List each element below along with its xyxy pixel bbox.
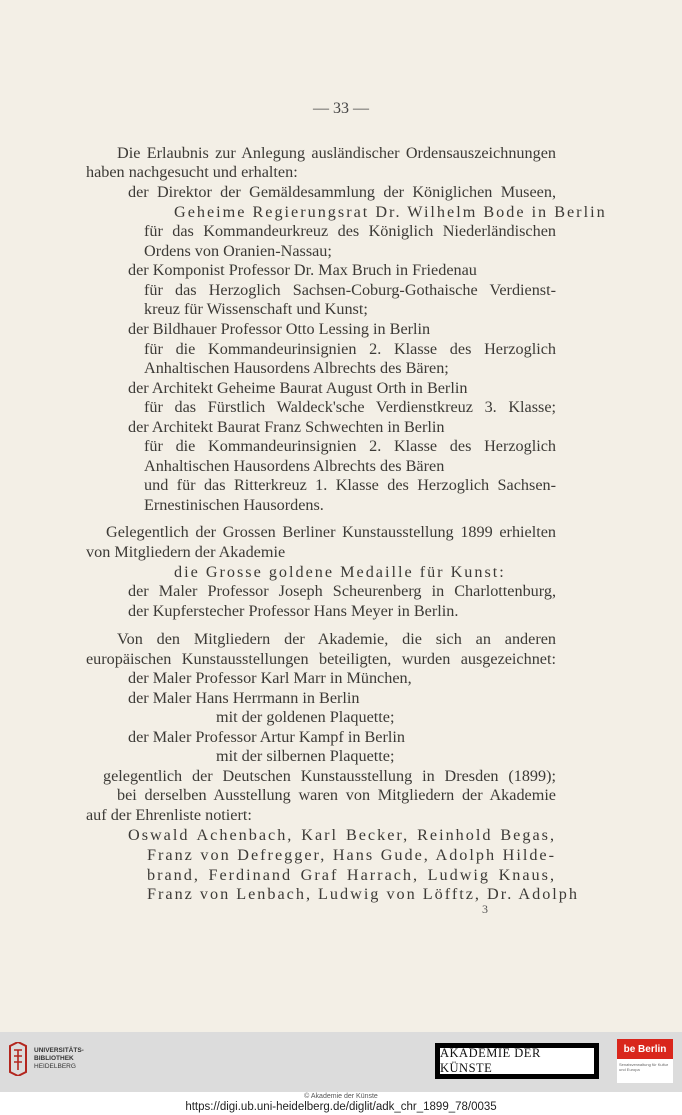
text-line: der Maler Professor Karl Marr in München, — [128, 669, 412, 687]
text-line: auf der Ehrenliste notiert: — [86, 806, 252, 824]
akademie-label: AKADEMIE DER KÜNSTE — [439, 1047, 595, 1075]
text-line: für die Kommandeurinsignien 2. Klasse des Herzoglich — [144, 340, 556, 358]
text-line: der Kupferstecher Professor Hans Meyer in Berlin. — [128, 602, 459, 620]
page-number: — 33 — — [313, 100, 369, 117]
text-line: die Grosse goldene Medaille für Kunst: — [174, 563, 506, 581]
text-line: der Maler Professor Artur Kampf in Berlin — [128, 728, 405, 746]
copyright-text: © Akademie der Künste — [304, 1093, 378, 1100]
text-line: Ordens von Oranien-Nassau; — [144, 242, 332, 260]
text-line: Gelegentlich der Grossen Berliner Kunstausstellung 1899 erhielten — [106, 523, 556, 541]
text-line: brand, Ferdinand Graf Harrach, Ludwig Knaus, — [147, 866, 556, 884]
text-line: mit der goldenen Plaquette; — [216, 708, 395, 726]
signature-mark: 3 — [482, 902, 488, 916]
text-line: Von den Mitgliedern der Akademie, die sich an anderen — [117, 630, 556, 648]
university-logo-link[interactable] — [8, 1042, 84, 1076]
text-line: der Maler Hans Herrmann in Berlin — [128, 689, 360, 707]
text-line: Anhaltischen Hausordens Albrechts des Bären — [144, 457, 445, 475]
text-line: der Architekt Geheime Baurat August Orth in Berlin — [128, 379, 468, 397]
text-line: gelegentlich der Deutschen Kunstausstellung in Dresden (1899); — [103, 767, 556, 785]
text-line: mit der silbernen Plaquette; — [216, 747, 395, 765]
citation-area — [0, 1092, 682, 1115]
text-line: der Bildhauer Professor Otto Lessing in Berlin — [128, 320, 431, 338]
text-line: der Architekt Baurat Franz Schwechten in Berlin — [128, 418, 445, 436]
text-line: europäischen Kunstausstellungen beteiligten, wurden ausgezeichnet: — [86, 650, 556, 668]
text-line: Geheime Regierungsrat Dr. Wilhelm Bode in Berlin — [174, 203, 607, 221]
text-line: für die Kommandeurinsignien 2. Klasse des Herzoglich — [144, 437, 556, 455]
text-line: Franz von Lenbach, Ludwig von Löfftz, Dr. Adolph — [147, 885, 579, 903]
footer-bar — [0, 1032, 682, 1092]
text-line: Die Erlaubnis zur Anlegung ausländischer Ordensauszeichnungen — [117, 144, 556, 162]
text-line: der Direktor der Gemäldesammlung der Königlichen Museen, — [128, 183, 556, 201]
berlin-logo-link[interactable] — [617, 1039, 673, 1083]
text-line: Oswald Achenbach, Karl Becker, Reinhold Begas, — [128, 826, 556, 844]
akademie-logo-link[interactable] — [435, 1043, 599, 1079]
text-line: für das Kommandeurkreuz des Königlich Niederländischen — [144, 222, 556, 240]
text-line: für das Herzoglich Sachsen-Coburg-Gothaische Verdienst- — [144, 281, 556, 299]
text-line: Franz von Defregger, Hans Gude, Adolph Hilde- — [147, 846, 556, 864]
text-line: der Maler Professor Joseph Scheurenberg in Charlottenburg, — [128, 582, 556, 600]
text-line: für das Fürstlich Waldeck'sche Verdienstkreuz 3. Klasse; — [144, 398, 556, 416]
permalink-url[interactable]: https://digi.ub.uni-heidelberg.de/diglit/adk_chr_1899_78/0035 — [185, 1101, 497, 1113]
text-line: Anhaltischen Hausordens Albrechts des Bären; — [144, 359, 449, 377]
text-line: der Komponist Professor Dr. Max Bruch in Friedenau — [128, 261, 477, 279]
text-line: bei derselben Ausstellung waren von Mitgliedern der Akademie — [117, 786, 556, 804]
text-line: haben nachgesucht und erhalten: — [86, 163, 298, 181]
text-line: von Mitgliedern der Akademie — [86, 543, 286, 561]
text-line: und für das Ritterkreuz 1. Klasse des Herzoglich Sachsen- — [144, 476, 556, 494]
berlin-logo: be Berlin — [617, 1039, 673, 1059]
text-line: kreuz für Wissenschaft und Kunst; — [144, 300, 368, 318]
berlin-subtitle: Senatsverwaltung für Kultur und Europa — [617, 1059, 673, 1083]
university-crest-icon — [8, 1042, 28, 1076]
university-name: UNIVERSITÄTS- BIBLIOTHEK HEIDELBERG — [34, 1047, 84, 1070]
text-line: Ernestinischen Hausordens. — [144, 496, 324, 514]
